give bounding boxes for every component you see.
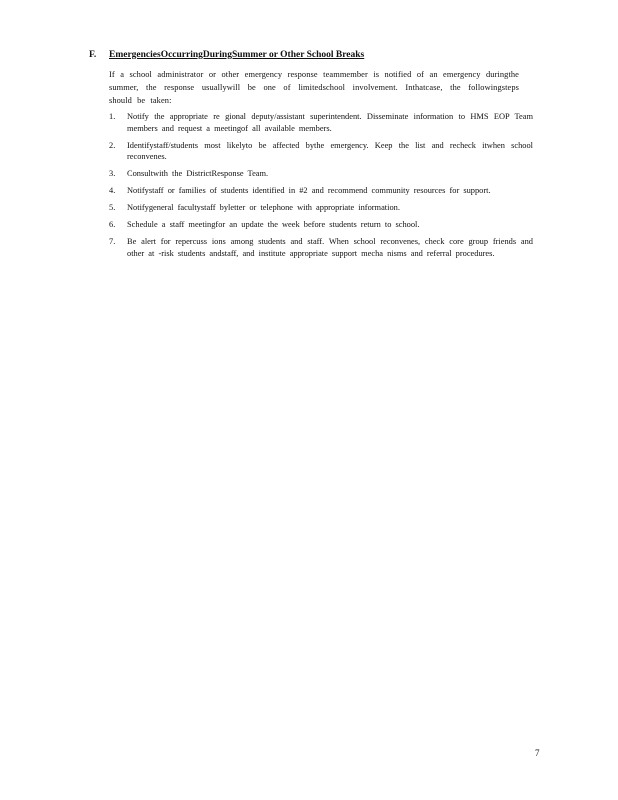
list-item-text: Be alert for repercuss ions among students and staff. When school reconvenes, check core group friends and other at -risk students andstaff, and institute appropriate support mecha nisms and referral procedures. (127, 237, 533, 258)
page-number: 7 (535, 748, 540, 758)
section-heading (89, 49, 489, 61)
list-item (109, 202, 533, 214)
intro-paragraph: If a school administrator or other emergency response teammember is notified of an emergency duringthe summer, the response usuallywill be one of limitedschool involvement. Inthatcase, the followingsteps should be taken: (109, 70, 519, 105)
list-item (109, 111, 533, 134)
list-item-number: 6. (109, 220, 116, 229)
list-item-number: 5. (109, 203, 116, 212)
list-item (109, 140, 533, 163)
list-item-text: Identifystaff/students most likelyto be affected bythe emergency. Keep the list and recheck itwhen school reconvenes. (127, 140, 533, 161)
list-item (109, 168, 533, 180)
list-item (109, 219, 533, 231)
list-item-number: 1. (109, 112, 116, 121)
section-title: EmergenciesOccurringDuringSummer or Other School Breaks (109, 50, 365, 60)
list-item-text: Notifygeneral facultystaff byletter or telephone with appropriate information. (127, 203, 400, 212)
list-item (109, 185, 533, 197)
list-item-number: 4. (109, 186, 116, 195)
steps-list (109, 111, 533, 265)
list-item-text: Schedule a staff meetingfor an update the week before students return to school. (127, 220, 420, 229)
list-item (109, 236, 533, 259)
list-item-number: 3. (109, 169, 116, 178)
list-item-number: 2. (109, 140, 116, 150)
list-item-text: Consultwith the DistrictResponse Team. (127, 169, 269, 178)
list-item-text: Notify the appropriate re gional deputy/assistant superintendent. Disseminate information to HMS EOP Team members and request a meetingof all available members. (127, 112, 533, 133)
list-item-text: Notifystaff or families of students identified in #2 and recommend community resources for support. (127, 186, 491, 195)
list-item-number: 7. (109, 237, 116, 246)
section-letter: F. (89, 50, 97, 60)
